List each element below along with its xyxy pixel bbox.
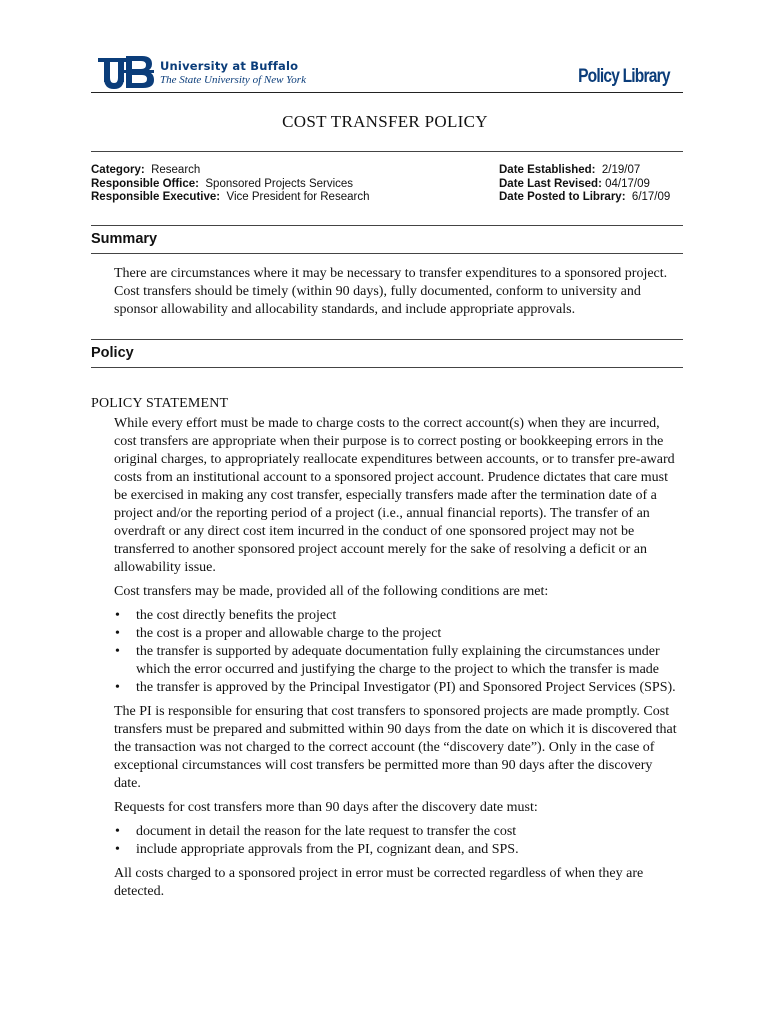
summary-top-divider: [91, 225, 683, 226]
list-item: [114, 841, 679, 859]
meta-posted: [499, 191, 670, 205]
meta-right-block: [499, 164, 670, 205]
meta-category-value: Research: [151, 164, 201, 176]
header-divider: [91, 92, 683, 93]
meta-revised-label: Date Last Revised:: [499, 177, 602, 190]
bullet-icon: •: [115, 626, 120, 641]
meta-revised-value: 04/17/09: [605, 177, 650, 190]
bullet-icon: •: [115, 680, 120, 695]
bullet-icon: •: [115, 842, 120, 857]
bullet-icon: •: [115, 824, 120, 839]
meta-category-label: Category:: [91, 164, 145, 176]
meta-posted-value: 6/17/09: [631, 191, 671, 203]
policy-library-banner: Policy Library: [578, 66, 670, 87]
logo-university-name: University at Buffalo: [160, 59, 299, 73]
list-item: [114, 625, 679, 643]
policy-statement-heading: POLICY STATEMENT: [91, 396, 229, 411]
policy-paragraph-2: Cost transfers may be made, provided all of the following conditions are met:: [114, 584, 549, 599]
policy-heading: Policy: [91, 345, 134, 361]
list-item: [114, 679, 679, 697]
summary-heading: Summary: [91, 231, 158, 247]
list-item: [114, 823, 679, 841]
meta-established: [499, 164, 670, 178]
list-item: [114, 643, 679, 679]
conditions-list: [114, 607, 679, 697]
summary-text: There are circumstances where it may be necessary to transfer expenditures to a sponsored project. Cost transfers should be timely (within 90 days), fully documented, conform to university and sponsor allowability and allocability standards, and include appropriate approvals.: [114, 266, 668, 317]
meta-left-block: [91, 164, 369, 205]
summary-bottom-divider: [91, 253, 683, 254]
meta-office-value: Sponsored Projects Services: [205, 177, 354, 190]
meta-office: [91, 178, 369, 192]
policy-paragraph-1: While every effort must be made to charge costs to the correct account(s) when they are incurred, cost transfers are appropriate when their purpose is to correct posting or bookkeeping errors in the original charges, to appropriately reallocate expenditures between accounts, or to transfer pre-award costs from an institutional account to a sponsored project account. Prudence dictates that care must be exercised in making any cost transfer, especially transfers made after the termination date of a project and/or the reporting period of a project (i.e., annual financial reports). The transfer of an overdraft or any direct cost item incurred in the conduct of one sponsored project may not be transferred to another sponsored project account merely for the sake of resolving a deficit or an allowability issue.: [114, 416, 675, 575]
meta-established-value: 2/19/07: [601, 164, 641, 176]
meta-established-label: Date Established:: [499, 164, 596, 176]
list-item-text: the cost is a proper and allowable charge to the project: [136, 626, 442, 641]
page-title: COST TRANSFER POLICY: [282, 112, 488, 131]
policy-bottom-divider: [91, 367, 683, 368]
list-item-text: include appropriate approvals from the PI, cognizant dean, and SPS.: [136, 842, 519, 857]
ub-logo: [98, 56, 308, 92]
meta-office-label: Responsible Office:: [91, 177, 199, 190]
list-item-text: the cost directly benefits the project: [136, 608, 337, 623]
meta-executive-value: Vice President for Research: [226, 191, 370, 203]
meta-top-divider: [91, 151, 683, 152]
policy-paragraph-3: The PI is responsible for ensuring that cost transfers to sponsored projects are made promptly. Cost transfers must be prepared and submitted within 90 days from the date on which it is discovered that the transaction was not charged to the correct account (the “discovery date”). Only in the case of exceptional circumstances will cost transfers be permitted more than 90 days after the discovery date.: [114, 704, 677, 791]
meta-posted-label: Date Posted to Library:: [499, 191, 626, 203]
meta-revised: [499, 178, 670, 192]
list-item-text: document in detail the reason for the late request to transfer the cost: [136, 824, 517, 839]
meta-executive-label: Responsible Executive:: [91, 191, 221, 203]
bullet-icon: •: [115, 644, 120, 659]
list-item-text: the transfer is supported by adequate documentation fully explaining the circumstances under which the error occurred and justifying the charge to the project to which the transfer is made: [136, 644, 660, 677]
policy-top-divider: [91, 339, 683, 340]
logo-subtitle: The State University of New York: [160, 74, 306, 86]
list-item: [114, 607, 679, 625]
list-item-text: the transfer is approved by the Principal Investigator (PI) and Sponsored Project Services (SPS).: [136, 680, 676, 695]
policy-paragraph-4: Requests for cost transfers more than 90 days after the discovery date must:: [114, 800, 538, 815]
meta-executive: [91, 191, 369, 205]
policy-paragraph-5: All costs charged to a sponsored project in error must be corrected regardless of when they are detected.: [114, 866, 644, 899]
policy-body: [114, 415, 679, 907]
meta-category: [91, 164, 369, 178]
ub-monogram-icon: [98, 56, 156, 90]
bullet-icon: •: [115, 608, 120, 623]
requirements-list: [114, 823, 679, 859]
